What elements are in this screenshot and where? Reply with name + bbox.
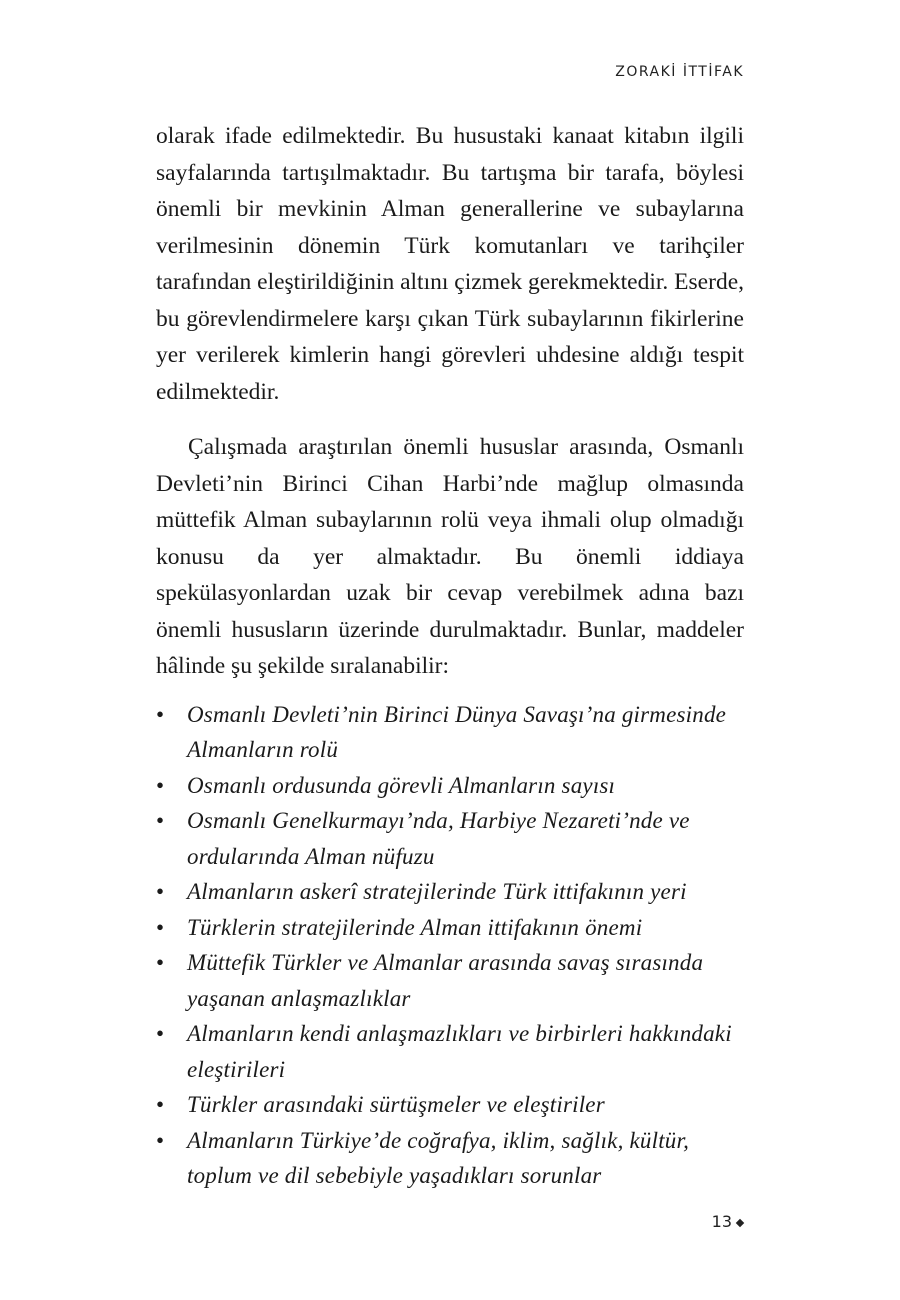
bullet-icon: •	[156, 1092, 165, 1117]
paragraph-1: olarak ifade edilmektedir. Bu husustaki kanaat kitabın ilgili sayfalarında tartışılmaktadır. Bu tartışma bir tarafa, böylesi önemli bir mevkinin Alman generallerine ve subaylarına verilmesinin dönemin Türk komutanları ve tarihçiler tarafından eleştirildiğinin altını çizmek gerekmektedir. Eserde, bu görevlendirmelere karşı çıkan Türk subaylarının fikirlerine yer verilerek kimlerin hangi görevleri uhdesine aldığı tespit edilmektedir.	[156, 123, 744, 405]
list-item-text: Türkler arasındaki sürtüşmeler ve eleştiriler	[187, 1092, 605, 1117]
list-item-text: Osmanlı Devleti’nin Birinci Dünya Savaşı’na girmesinde Almanların rolü	[187, 701, 727, 762]
list-item-text: Müttefik Türkler ve Almanlar arasında savaş sırasında yaşanan anlaşmazlıklar	[187, 950, 704, 1011]
list-item-text: Osmanlı ordusunda görevli Almanların sayısı	[187, 772, 616, 798]
list-item-text: Almanların kendi anlaşmazlıkları ve birbirleri hakkındaki eleştirileri	[187, 1021, 732, 1082]
bullet-icon: •	[156, 701, 165, 727]
paragraph-2: Çalışmada araştırılan önemli hususlar arasında, Osmanlı Devleti’nin Birinci Cihan Harbi’nde mağlup olmasında müttefik Alman subaylarının rolü veya ihmali olup olmadığı konusu da yer almaktadır. Bu önemli iddiaya spekülasyonlardan uzak bir cevap verebilmek adına bazı önemli hususların üzerinde durulmaktadır. Bunlar, maddeler hâlinde şu şekilde sıralanabilir:	[156, 434, 744, 679]
list-item	[156, 945, 744, 1016]
list-item	[156, 910, 744, 946]
bullet-icon: •	[156, 950, 165, 975]
page-number-text: 13	[711, 1212, 732, 1231]
bullet-list	[156, 697, 744, 1194]
bullet-icon: •	[156, 808, 165, 833]
list-item-text: Türklerin stratejilerinde Alman ittifakının önemi	[187, 914, 643, 940]
list-item	[156, 1087, 744, 1123]
list-item	[156, 803, 744, 874]
list-item	[156, 874, 744, 910]
list-item-text: Almanların Türkiye’de coğrafya, iklim, sağlık, kültür, toplum ve dil sebebiyle yaşadıkları sorunlar	[187, 1127, 690, 1188]
page-number	[712, 1212, 743, 1231]
list-item	[156, 697, 744, 768]
bullet-icon: •	[156, 772, 165, 798]
bullet-icon: •	[156, 879, 165, 904]
bullet-icon: •	[156, 1127, 165, 1153]
list-item-text: Osmanlı Genelkurmayı’nda, Harbiye Nezareti’nde ve ordularında Alman nüfuzu	[187, 808, 690, 869]
list-item-text: Almanların askerî stratejilerinde Türk ittifakının yeri	[187, 879, 687, 904]
body-text	[156, 118, 744, 1194]
list-item	[156, 1123, 744, 1194]
diamond-icon	[736, 1219, 744, 1227]
list-item	[156, 1016, 744, 1087]
list-item	[156, 768, 744, 804]
bullet-icon: •	[156, 914, 165, 940]
bullet-icon: •	[156, 1021, 165, 1046]
running-head: ZORAKİ İTTİFAK	[615, 64, 744, 80]
